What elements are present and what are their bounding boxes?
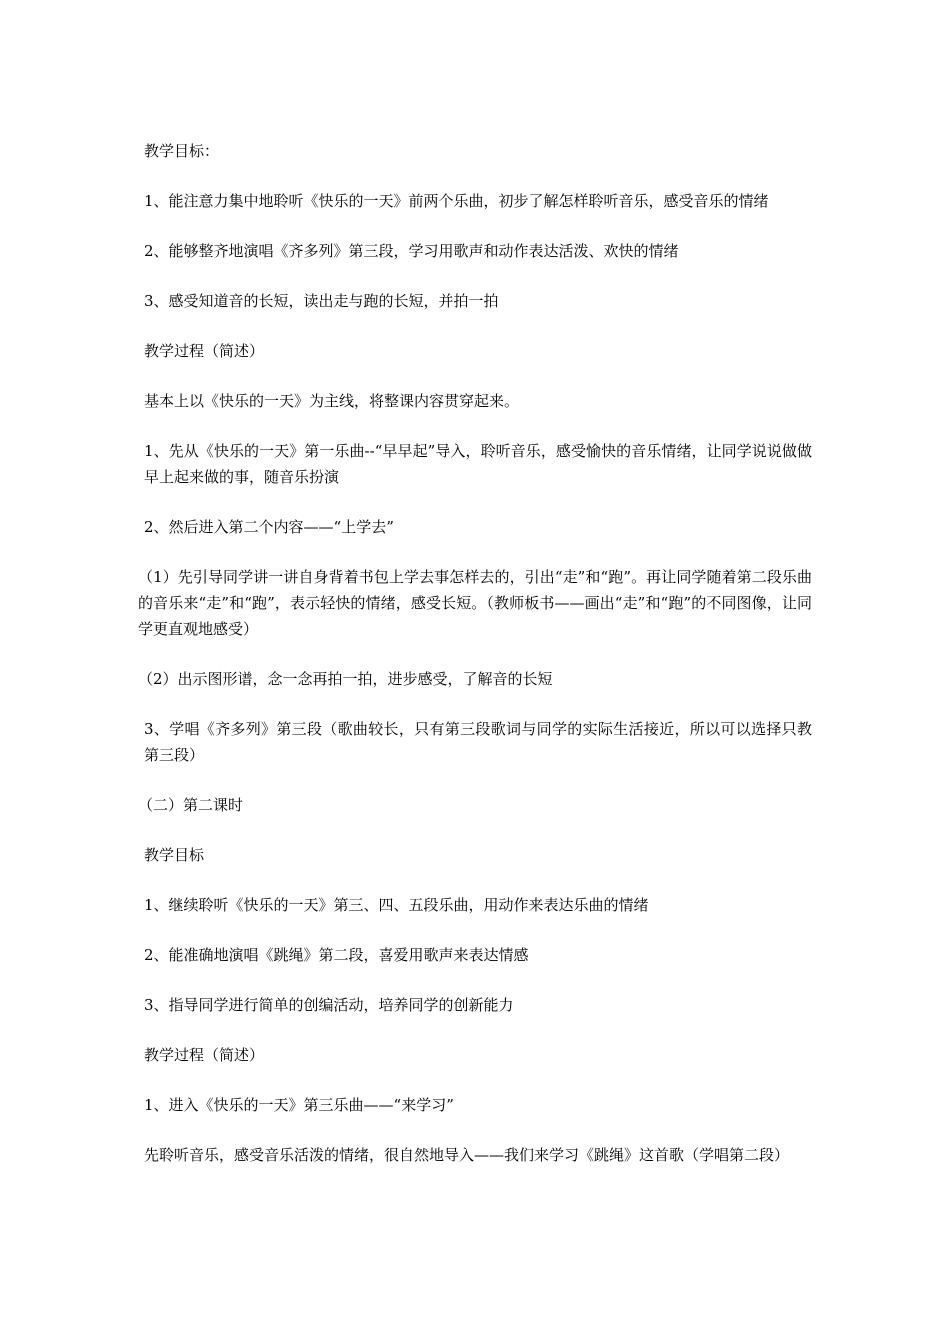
paragraph-process-heading-1: 教学过程（简述） (144, 342, 265, 360)
paragraph-goals-heading-1: 教学目标： (144, 142, 220, 160)
paragraph-process-2-step-1: 1、进入《快乐的一天》第三乐曲——“来学习” (144, 1096, 454, 1114)
paragraph-process-step-3: 3、学唱《齐多列》第三段（歌曲较长，只有第三段歌词与同学的实际生活接近，所以可以选择只教第三段） (144, 720, 812, 764)
paragraph-process-heading-2: 教学过程（简述） (144, 1046, 265, 1064)
paragraph-goal-1: 1、能注意力集中地聆听《快乐的一天》前两个乐曲，初步了解怎样聆听音乐，感受音乐的情绪 (144, 192, 769, 210)
paragraph-goal-2: 2、能够整齐地演唱《齐多列》第三段，学习用歌声和动作表达活泼、欢快的情绪 (144, 242, 679, 260)
paragraph-goal-3: 3、感受知道音的长短，读出走与跑的长短，并拍一拍 (144, 292, 499, 310)
paragraph-process-2-detail: 先聆听音乐，感受音乐活泼的情绪，很自然地导入——我们来学习《跳绳》这首歌（学唱第二段） (144, 1146, 790, 1164)
paragraph-goals-heading-2: 教学目标 (144, 846, 205, 864)
paragraph-goal-2-3: 3、指导同学进行简单的创编活动，培养同学的创新能力 (144, 996, 514, 1014)
paragraph-process-substep-2: （2）出示图形谱，念一念再拍一拍，进步感受，了解音的长短 (138, 670, 553, 688)
paragraph-process-substep-1: （1）先引导同学讲一讲自身背着书包上学去事怎样去的，引出“走”和“跑”。再让同学随着第二段乐曲的音乐来“走”和“跑”，表示轻快的情绪，感受长短。（教师板书——画出“走”和“跑”的不同图像，让同学更直观地感受） (138, 568, 812, 638)
paragraph-process-step-2: 2、然后进入第二个内容——“上学去” (144, 518, 394, 536)
paragraph-process-intro: 基本上以《快乐的一天》为主线，将整课内容贯穿起来。 (144, 392, 520, 410)
paragraph-second-lesson-heading: （二）第二课时 (138, 796, 244, 814)
paragraph-goal-2-2: 2、能准确地演唱《跳绳》第二段，喜爱用歌声来表达情感 (144, 946, 529, 964)
paragraph-goal-2-1: 1、继续聆听《快乐的一天》第三、四、五段乐曲，用动作来表达乐曲的情绪 (144, 896, 649, 914)
paragraph-process-step-1: 1、先从《快乐的一天》第一乐曲--“早早起”导入，聆听音乐，感受愉快的音乐情绪，让同学说说做做早上起来做的事，随音乐扮演 (144, 442, 812, 486)
document-body (138, 138, 812, 1192)
